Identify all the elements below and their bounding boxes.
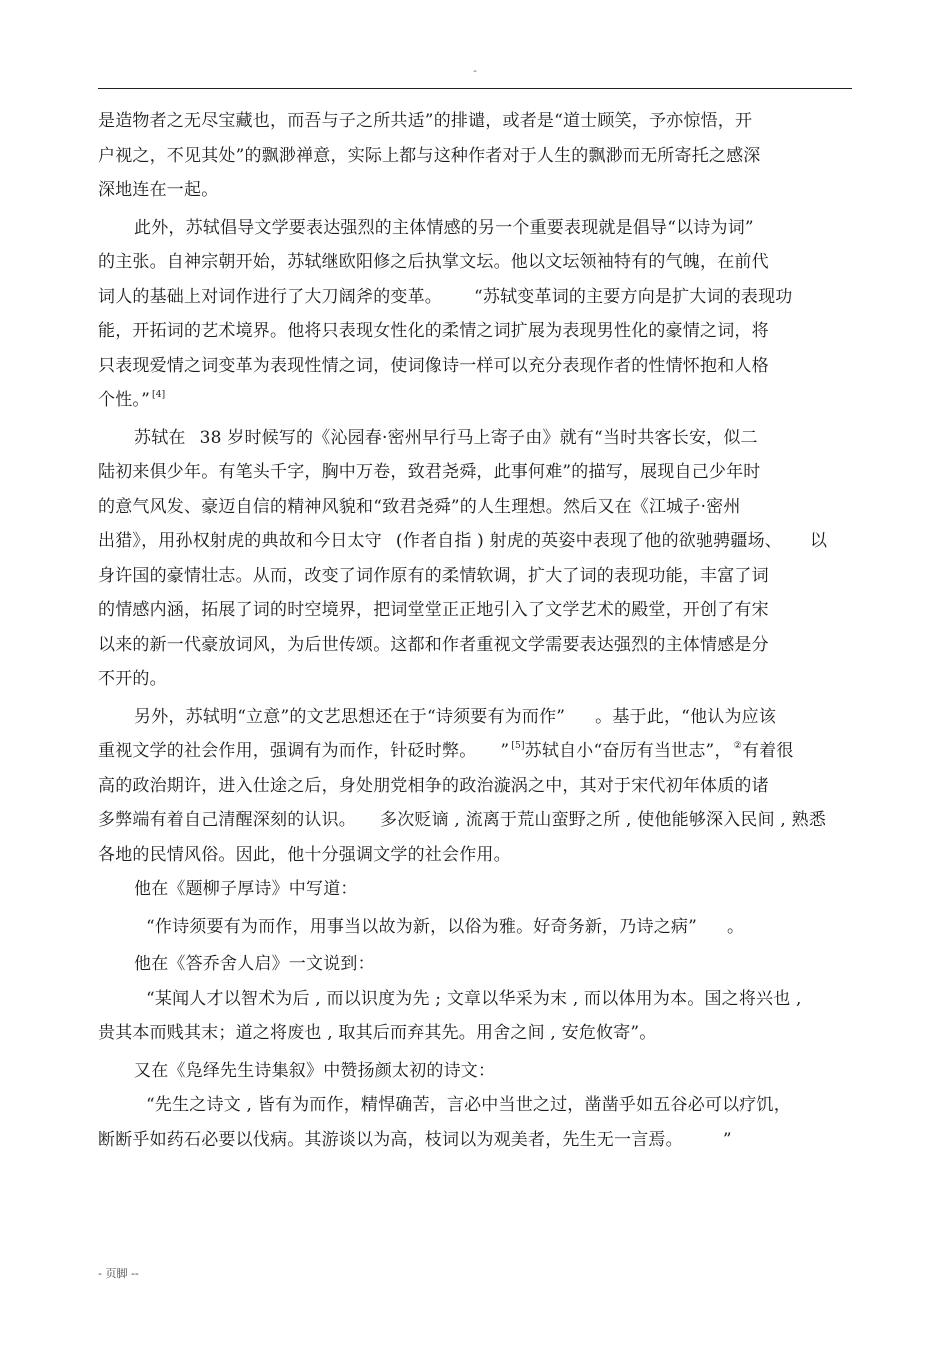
paragraph-start: 他在《答乔舍人启》一文说到：	[134, 954, 375, 974]
block-quote: 贵其本而贱其末；道之将废也 , 取其后而弃其先。用舍之间 , 安危攸寄”。	[98, 1023, 657, 1043]
body-line: 的情感内涵，拓展了词的时空境界，把词堂堂正正地引入了文学艺术的殿堂，开创了有宋	[98, 600, 769, 620]
page-footer: - 页脚 --	[98, 1267, 139, 1280]
paragraph-start: 另外，苏轼明“立意”的文艺思想还在于“诗须要有为而作” 。基于此，“他认为应该	[134, 706, 777, 727]
body-line: 的主张。自神宗朝开始，苏轼继欧阳修之后执掌文坛。他以文坛领袖特有的气魄，在前代	[98, 252, 769, 272]
body-line: 出猎》，用孙权射虎的典故和今日太守 (作者自指 ) 射虎的英姿中表现了他的欲驰骋疆场、 以	[98, 531, 828, 551]
body-line: 户视之，不见其处”的飘渺禅意，实际上都与这种作者对于人生的飘渺而无所寄托之感深	[98, 145, 761, 166]
body-line: 深地连在一起。	[98, 180, 219, 200]
body-line: 陆初来俱少年。有笔头千字，胸中万卷，致君尧舜，此事何难”的描写，展现自己少年时	[98, 462, 761, 482]
header-divider	[98, 88, 852, 89]
paragraph-start: 他在《题柳子厚诗》中写道：	[134, 879, 358, 899]
body-line: 各地的民情风俗。因此，他十分强调文学的社会作用。	[98, 844, 511, 865]
body-line: 词人的基础上对词作进行了大刀阔斧的变革。 “苏轼变革词的主要方向是扩大词的表现功	[98, 286, 793, 307]
paragraph-start: 此外，苏轼倡导文学要表达强烈的主体情感的另一个重要表现就是倡导“以诗为词”	[134, 217, 754, 238]
page-header: -	[473, 66, 477, 77]
block-quote: “先生之诗文 , 皆有为而作，精悍确苦，言必中当世之过，凿凿乎如五谷必可以疗饥，	[146, 1095, 791, 1115]
body-line: 只表现爱情之词变革为表现性情之词，使词像诗一样可以充分表现作者的性情怀抱和人格	[98, 355, 769, 376]
body-line: 重视文学的社会作用，强调有为而作，针砭时弊。 ” [5]苏轼自小“奋厉有当世志”， ②有着很	[98, 741, 794, 761]
citation-ref: [5]	[511, 741, 525, 751]
body-line: 多弊端有着自己清醒深刻的认识。 多次贬谪 , 流离于荒山蛮野之所 , 使他能够深入民间 , 熟悉	[98, 810, 827, 830]
document-body	[98, 104, 858, 1157]
body-line: 身许国的豪情壮志。从而，改变了词作原有的柔情软调，扩大了词的表现功能，丰富了词	[98, 565, 769, 586]
body-line: 高的政治期许，进入仕途之后，身处朋党相争的政治漩涡之中，其对于宋代初年体质的诸	[98, 775, 769, 796]
block-quote: 断断乎如药石必要以伐病。其游谈以为高，枝词以为观美者，先生无一言焉。 ”	[98, 1129, 732, 1150]
body-line: 以来的新一代豪放词风，为后世传颂。这都和作者重视文学需要表达强烈的主体情感是分	[98, 634, 769, 655]
paragraph-start: 苏轼在 38 岁时候写的《沁园春·密州早行马上寄子由》就有“当时共客长安，似二	[134, 427, 758, 448]
block-quote: “作诗须要有为而作，用事当以故为新，以俗为雅。好奇务新，乃诗之病” 。	[146, 916, 745, 937]
body-line: 个性。” [4]	[98, 390, 166, 410]
body-line: 不开的。	[98, 669, 167, 689]
body-line: 能，开拓词的艺术境界。他将只表现女性化的柔情之词扩展为表现男性化的豪情之词，将	[98, 321, 769, 341]
footnote-marker: ②	[733, 741, 742, 751]
block-quote: “某闻人才以智术为后 , 而以识度为先 ; 文章以华采为末 , 而以体用为本。国之将兴也 ,	[146, 988, 802, 1009]
body-line: 的意气风发、豪迈自信的精神风貌和“致君尧舜”的人生理想。然后又在《江城子·密州	[98, 496, 741, 517]
body-line: 是造物者之无尽宝藏也，而吾与子之所共适”的排谴，或者是“道士顾笑，予亦惊悟，开	[98, 111, 753, 131]
paragraph-start: 又在《凫绎先生诗集叙》中赞扬颜太初的诗文：	[134, 1060, 496, 1081]
citation-ref: [4]	[152, 390, 166, 400]
